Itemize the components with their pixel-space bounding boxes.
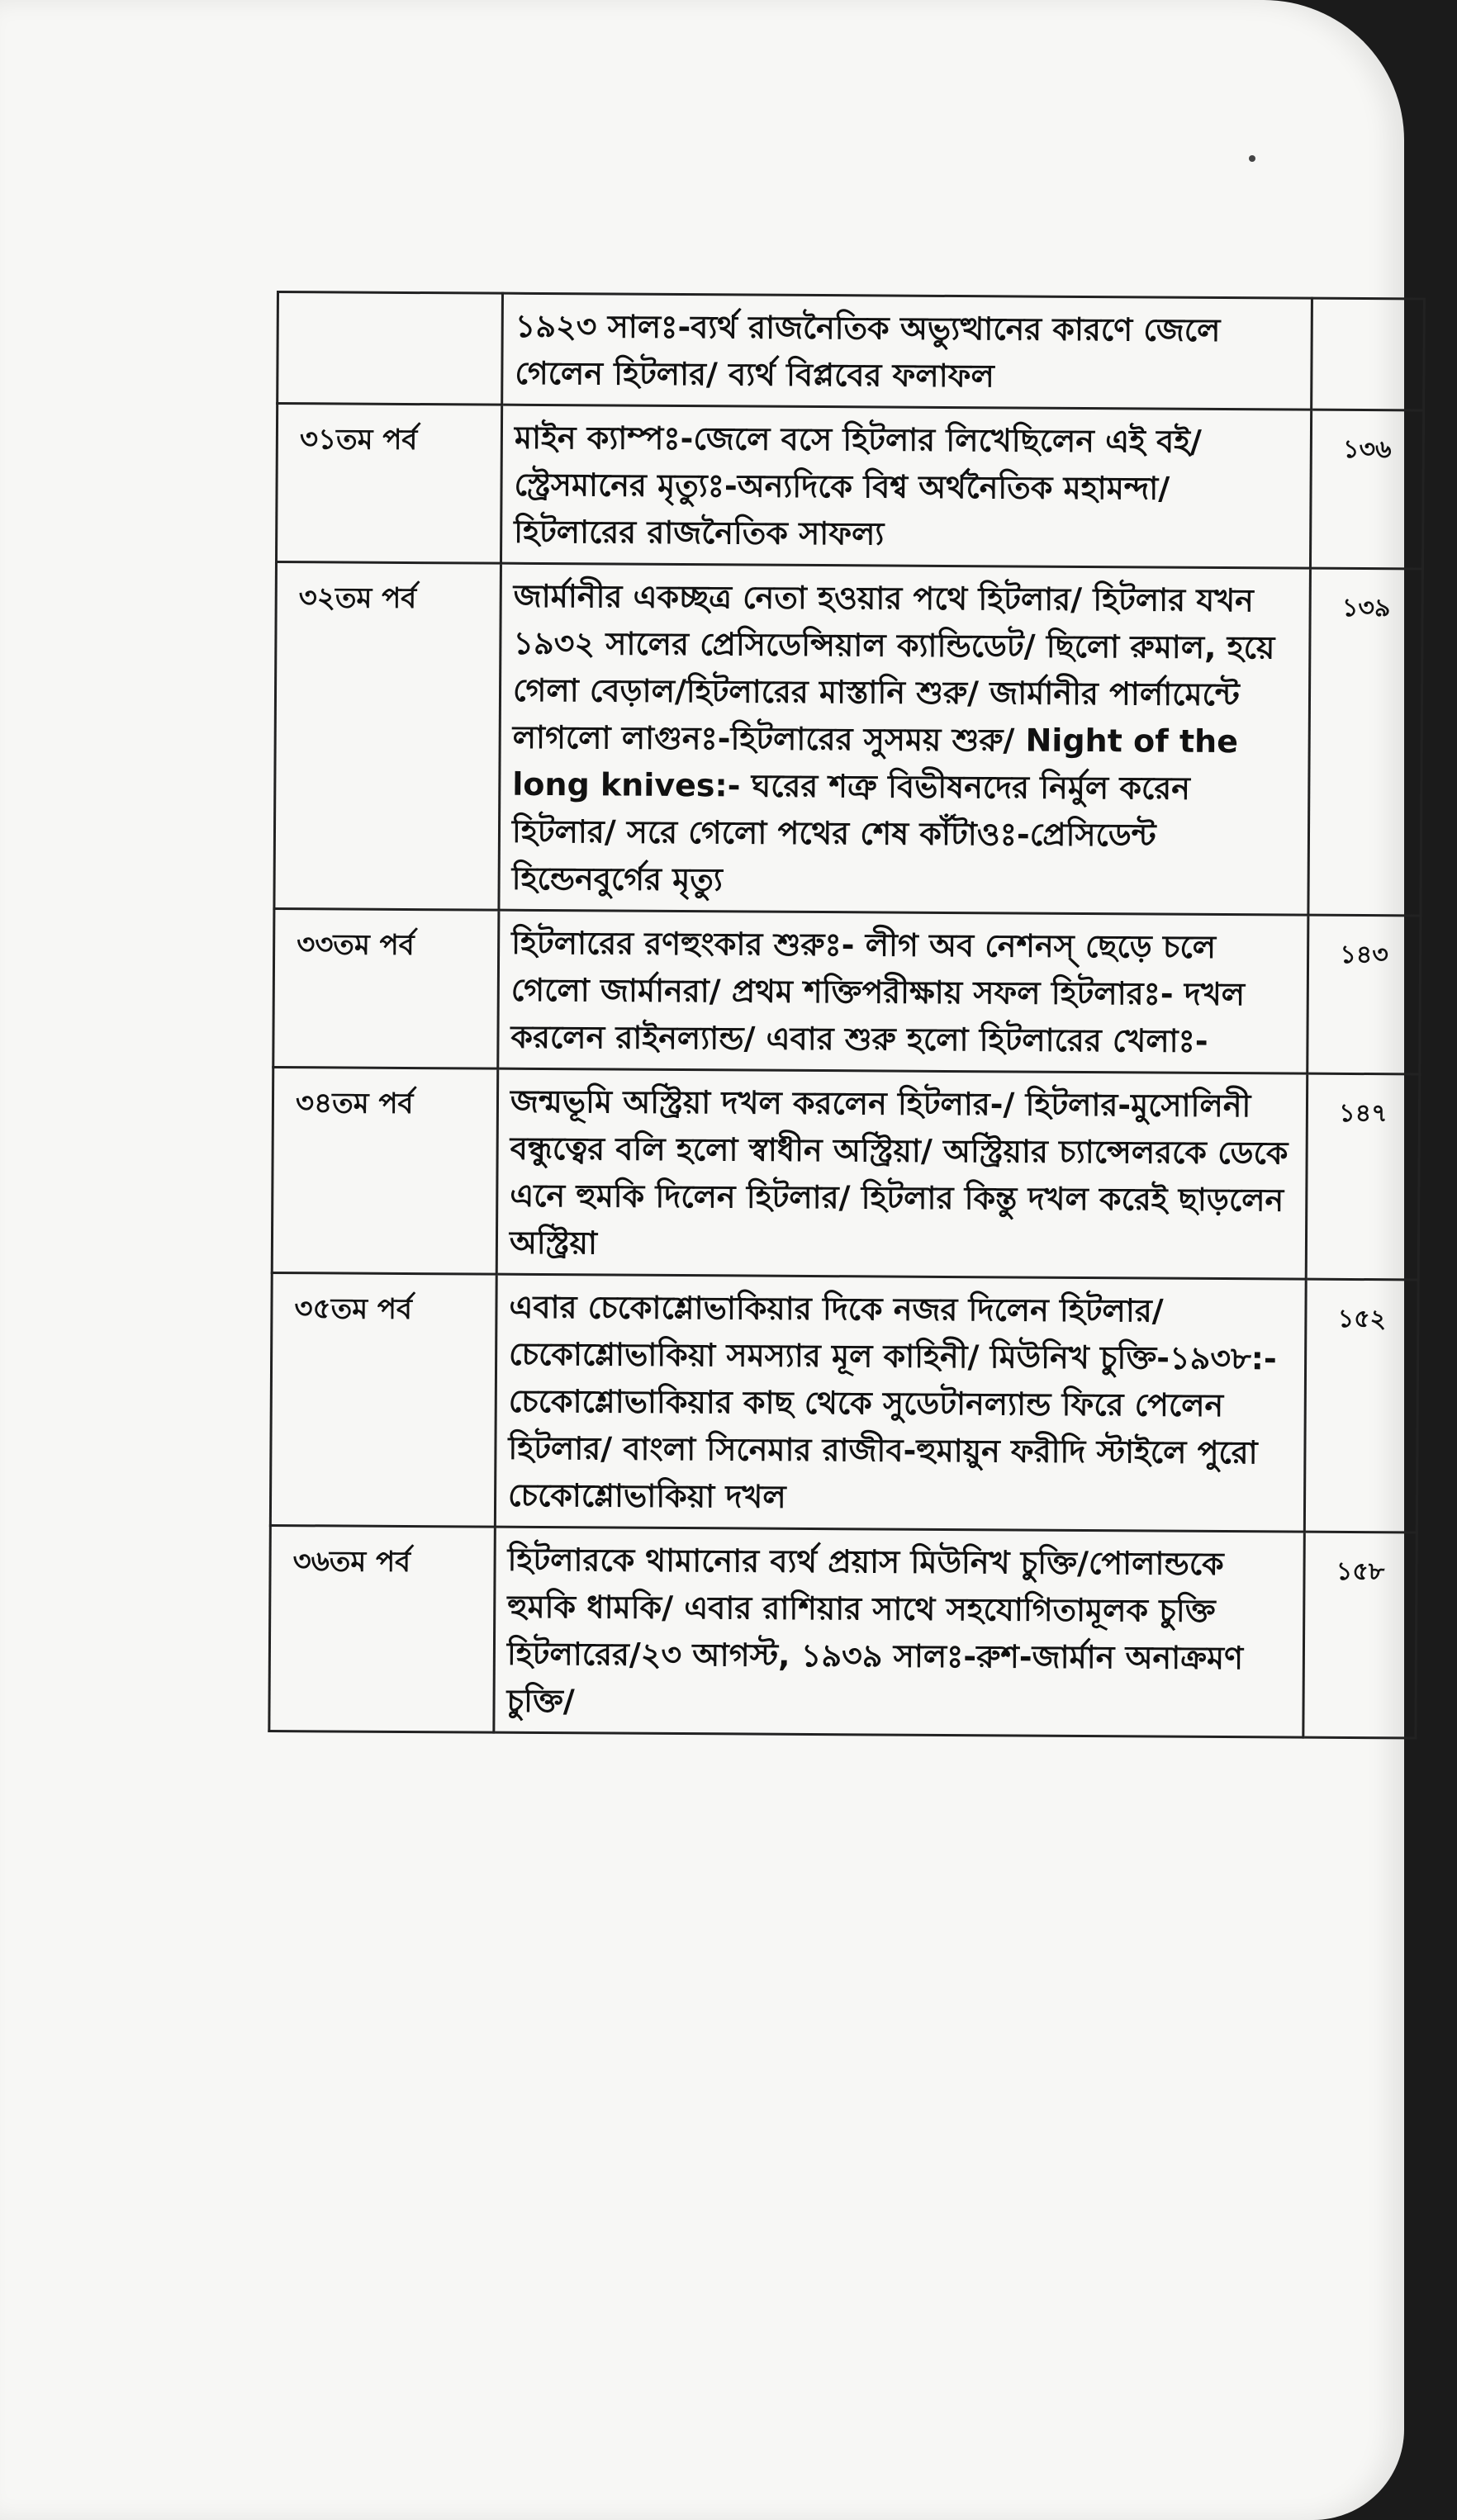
episode-cell: ৩২তম পর্ব [274, 562, 501, 911]
description-cell: ১৯২৩ সালঃ-ব্যর্থ রাজনৈতিক অভ্যুত্থানের কারণে জেলে গেলেন হিটলার/ ব্যর্থ বিপ্লবের ফলাফল [502, 293, 1312, 410]
table-of-contents [268, 291, 1426, 1739]
page-speck [1249, 155, 1255, 162]
table-row [276, 404, 1423, 569]
description-cell: এবার চেকোশ্লোভাকিয়ার দিকে নজর দিলেন হিটলার/ চেকোশ্লোভাকিয়া সমস্যার মূল কাহিনী/ মিউনিখ চুক্তি-১৯৩৮:-চেকোশ্লোভাকিয়ার কাছ থেকে সুডেটানল্যান্ড ফিরে পেলেন হিটলার/ বাংলা সিনেমার রাজীব-হুমায়ুন ফরীদি স্টাইলে পুরো চেকোশ্লোভাকিয়া দখল [495, 1274, 1306, 1532]
page-number-cell: ১৪৩ [1308, 915, 1421, 1074]
episode-cell: ৩৬তম পর্ব [269, 1525, 496, 1732]
page-number-cell: ১৫৮ [1303, 1532, 1417, 1738]
description-cell: জন্মভূমি অস্ট্রিয়া দখল করলেন হিটলার-/ হিটলার-মুসোলিনী বন্ধুত্বের বলি হলো স্বাধীন অস্ট্রিয়া/ অস্ট্রিয়ার চ্যান্সেলরকে ডেকে এনে হুমকি দিলেন হিটলার/ হিটলার কিন্তু দখল করেই ছাড়লেন অস্ট্রিয়া [496, 1068, 1308, 1279]
episode-cell: ৩৪তম পর্ব [272, 1067, 498, 1274]
table-row [272, 1067, 1419, 1279]
description-cell: জার্মানীর একচ্ছত্র নেতা হওয়ার পথে হিটলার/ হিটলার যখন ১৯৩২ সালের প্রেসিডেন্সিয়াল ক্যান্ডিডেট/ ছিলো রুমাল, হয়ে গেলা বেড়াল/হিটলারের মাস্তানি শুরু/ জার্মানীর পার্লামেন্টে লাগলো লাগুনঃ-হিটলারের সুসময় শুরু/ Night of the long knives:- ঘরের শত্রু বিভীষনদের নির্মুল করেন হিটলার/ সরে গেলো পথের শেষ কাঁটাওঃ-প্রেসিডেন্ট হিন্ডেনবুর্গের মৃত্যু [499, 563, 1311, 915]
episode-cell [278, 292, 503, 405]
table-row [273, 908, 1421, 1073]
episode-cell: ৩৩তম পর্ব [273, 908, 499, 1068]
table-row [269, 1525, 1417, 1737]
page-number-cell: ১৫২ [1304, 1279, 1418, 1532]
page-number-cell: ১৪৭ [1306, 1073, 1420, 1280]
episode-cell: ৩৫তম পর্ব [270, 1272, 496, 1527]
page-number-cell [1312, 298, 1425, 410]
description-cell: মাইন ক্যাম্পঃ-জেলে বসে হিটলার লিখেছিলেন এই বই/ স্ট্রেসমানের মৃত্যুঃ-অন্যদিকে বিশ্ব অর্থনৈতিক মহামন্দা/ হিটলারের রাজনৈতিক সাফল্য [501, 405, 1311, 568]
episode-cell: ৩১তম পর্ব [276, 404, 501, 564]
table-row [270, 1272, 1418, 1532]
description-cell: হিটলারকে থামানোর ব্যর্থ প্রয়াস মিউনিখ চুক্তি/পোলান্ডকে হুমকি ধামকি/ এবার রাশিয়ার সাথে সহযোগিতামূলক চুক্তি হিটলারের/২৩ আগস্ট, ১৯৩৯ সালঃ-রুশ-জার্মান অনাক্রমণ চুক্তি/ [494, 1527, 1305, 1737]
description-cell: হিটলারের রণহুংকার শুরুঃ- লীগ অব নেশনস্ ছেড়ে চলে গেলো জার্মানরা/ প্রথম শক্তিপরীক্ষায় সফল হিটলারঃ- দখল করলেন রাইনল্যান্ড/ এবার শুরু হলো হিটলারের খেলাঃ- [498, 910, 1308, 1073]
table-row [274, 562, 1423, 916]
page-number-cell: ১৩৬ [1310, 410, 1423, 569]
page-number-cell: ১৩৯ [1308, 568, 1423, 916]
table-row [278, 292, 1425, 410]
